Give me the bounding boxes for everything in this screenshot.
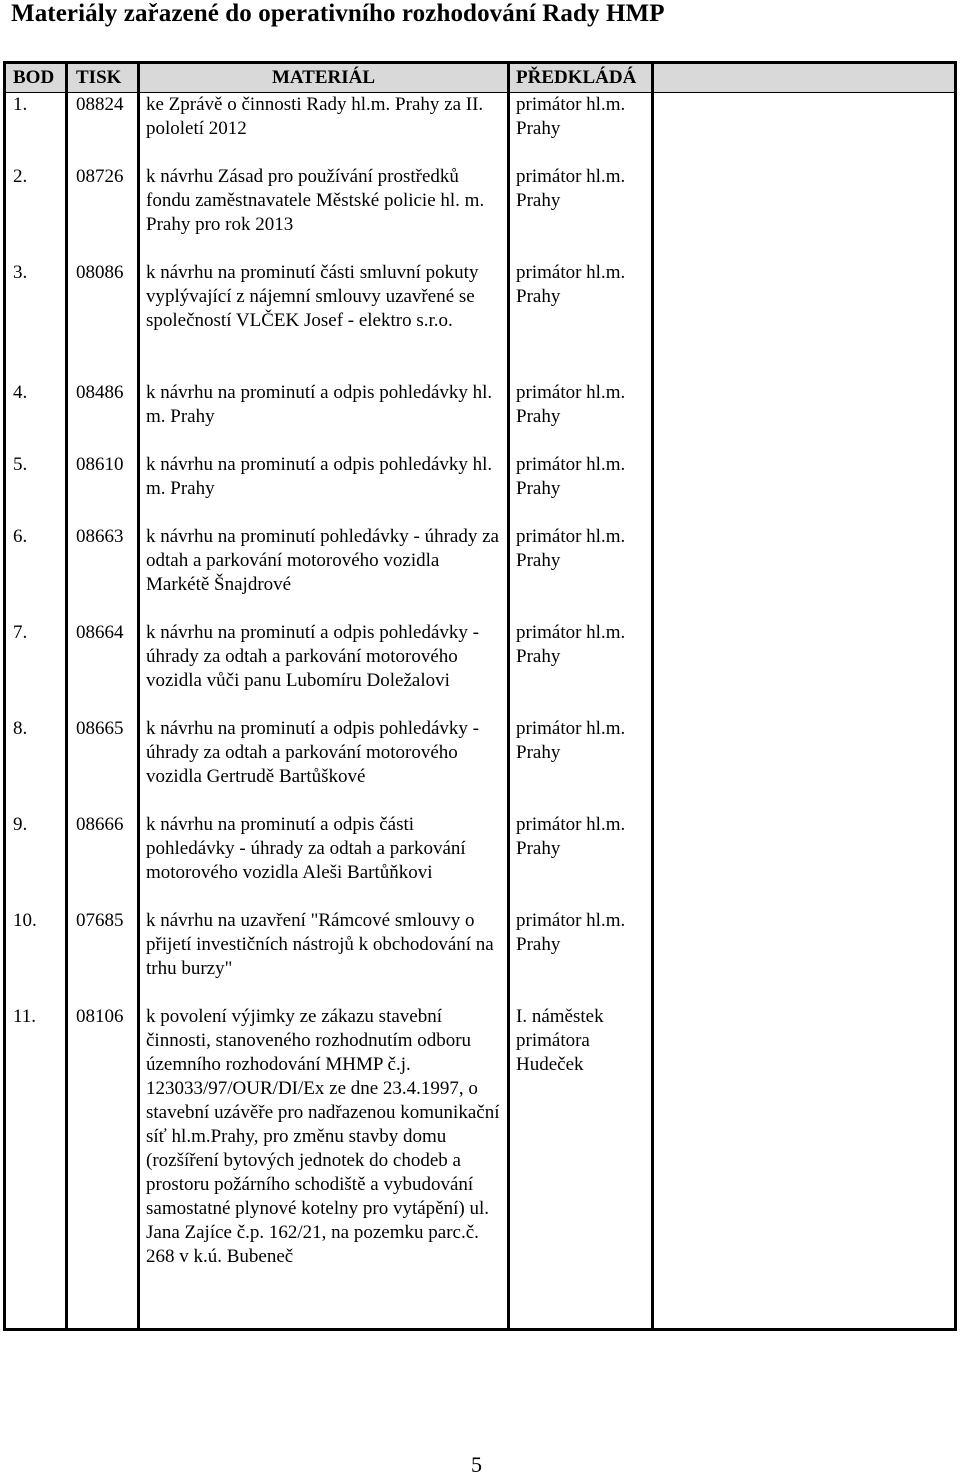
- row-tisk: 08726: [76, 165, 124, 187]
- row-material: k návrhu na uzavření "Rámcové smlouvy o přijetí investičních nástrojů k obchodování na trhu burzy": [146, 909, 494, 979]
- row-tisk: 07685: [76, 909, 124, 931]
- row-tisk: 08665: [76, 717, 124, 739]
- table-row: [5, 621, 956, 717]
- row-bod: 10.: [13, 909, 37, 931]
- row-tisk: 08663: [76, 525, 124, 547]
- table-row: [5, 165, 956, 261]
- row-bod: 1.: [13, 94, 28, 115]
- table-header-row: [5, 63, 956, 93]
- page-number: 5: [471, 1452, 482, 1477]
- header-bod: BOD: [5, 63, 67, 93]
- row-material: k návrhu na prominutí a odpis pohledávky hl. m. Prahy: [146, 381, 493, 427]
- row-empty-cell: [653, 93, 956, 165]
- row-bod: 4.: [13, 381, 28, 403]
- row-material: k návrhu na prominutí pohledávky - úhrady za odtah a parkování motorového vozidla Markétě Šnajdrové: [146, 525, 499, 595]
- row-empty-cell: [653, 165, 956, 261]
- row-bod: 7.: [13, 621, 28, 643]
- row-material: k návrhu na prominutí a odpis pohledávky - úhrady za odtah a parkování motorového vozidla vůči panu Lubomíru Doležalovi: [146, 621, 479, 691]
- row-tisk: 08486: [76, 381, 124, 403]
- row-bod: 8.: [13, 717, 28, 739]
- table-row: [5, 525, 956, 621]
- row-bod: 5.: [13, 453, 28, 475]
- row-material: k návrhu na prominutí a odpis pohledávky - úhrady za odtah a parkování motorového vozidla Gertrudě Bartůškové: [146, 717, 479, 787]
- row-empty-cell: [653, 621, 956, 717]
- row-predklada: primátor hl.m. Prahy: [516, 909, 626, 955]
- row-material: k návrhu na prominutí části smluvní pokuty vyplývající z nájemní smlouvy uzavřené se společností VLČEK Josef - elektro s.r.o.: [146, 261, 479, 331]
- row-material: k návrhu na prominutí a odpis pohledávky hl. m. Prahy: [146, 453, 493, 499]
- table-row: [5, 381, 956, 453]
- row-empty-cell: [653, 261, 956, 381]
- row-tisk: 08664: [76, 621, 124, 643]
- row-tisk: 08610: [76, 453, 124, 475]
- row-material: k návrhu Zásad pro používání prostředků fondu zaměstnavatele Městské policie hl. m. Prahy pro rok 2013: [146, 165, 485, 235]
- row-empty-cell: [653, 381, 956, 453]
- table-row: [5, 717, 956, 813]
- row-empty-cell: [653, 813, 956, 909]
- page-title: Materiály zařazené do operativního rozhodování Rady HMP: [11, 0, 665, 27]
- row-empty-cell: [653, 909, 956, 1005]
- row-empty-cell: [653, 453, 956, 525]
- table-row: [5, 261, 956, 381]
- row-material: k povolení výjimky ze zákazu stavební činnosti, stanoveného rozhodnutím odboru územního rozhodování MHMP č.j. 123033/97/OUR/DI/Ex ze dne 23.4.1997, o stavební uzávěře pro nadřazenou komunikační síť hl.m.Prahy, pro změnu stavby domu (rozšíření bytových jednotek do chodeb a prostoru požárního schodiště a vybudování samostatné plynové kotelny pro vytápění) ul. Jana Zajíce č.p. 162/21, na pozemku parc.č. 268 v k.ú. Bubeneč: [146, 1005, 500, 1267]
- table-row: [5, 93, 956, 165]
- table-row: [5, 1005, 956, 1330]
- row-predklada: primátor hl.m. Prahy: [516, 813, 626, 859]
- row-predklada: primátor hl.m. Prahy: [516, 381, 626, 427]
- table-row: [5, 909, 956, 1005]
- header-predklada: PŘEDKLÁDÁ: [509, 63, 653, 93]
- row-bod: 9.: [13, 813, 28, 835]
- row-tisk: 08086: [76, 261, 124, 283]
- table-body: [5, 93, 956, 1330]
- agenda-table: [3, 61, 957, 1331]
- row-predklada: primátor hl.m. Prahy: [516, 621, 626, 667]
- row-predklada: primátor hl.m. Prahy: [516, 261, 626, 307]
- row-empty-cell: [653, 1005, 956, 1330]
- row-bod: 3.: [13, 261, 28, 283]
- row-predklada: primátor hl.m. Prahy: [516, 525, 626, 571]
- row-bod: 11.: [13, 1005, 37, 1027]
- row-empty-cell: [653, 525, 956, 621]
- header-empty: [653, 63, 956, 93]
- row-predklada: primátor hl.m. Prahy: [516, 165, 626, 211]
- row-tisk: 08106: [76, 1005, 124, 1027]
- row-tisk: 08824: [76, 94, 124, 115]
- row-predklada: primátor hl.m. Prahy: [516, 453, 626, 499]
- row-bod: 6.: [13, 525, 28, 547]
- table-row: [5, 813, 956, 909]
- row-predklada: primátor hl.m. Prahy: [516, 94, 626, 139]
- row-bod: 2.: [13, 165, 28, 187]
- header-material: MATERIÁL: [139, 63, 509, 93]
- row-material: k návrhu na prominutí a odpis části pohledávky - úhrady za odtah a parkování motorového vozidla Aleši Bartůňkovi: [146, 813, 466, 883]
- row-material: ke Zprávě o činnosti Rady hl.m. Prahy za II. pololetí 2012: [146, 94, 484, 139]
- row-predklada: I. náměstek primátora Hudeček: [516, 1005, 604, 1075]
- table-row: [5, 453, 956, 525]
- row-tisk: 08666: [76, 813, 124, 835]
- row-predklada: primátor hl.m. Prahy: [516, 717, 626, 763]
- header-tisk: TISK: [67, 63, 139, 93]
- row-empty-cell: [653, 717, 956, 813]
